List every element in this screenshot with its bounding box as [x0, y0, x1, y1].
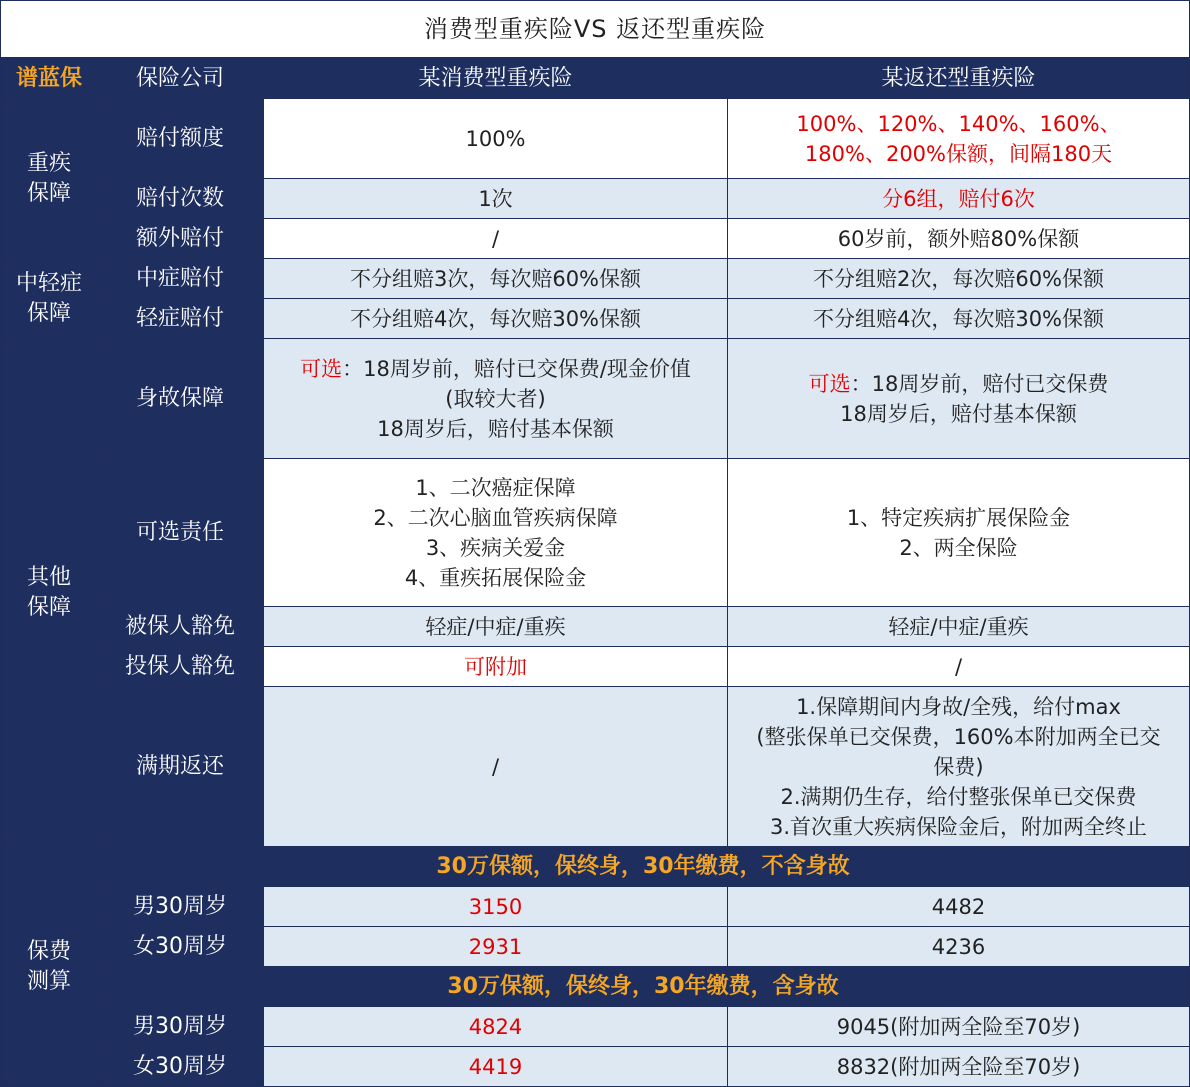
cell-line — [732, 369, 1185, 399]
cell-consumer: 4824 — [264, 1007, 728, 1047]
cell-line: 180%、200%保额，间隔180天 — [804, 141, 1113, 166]
table-row — [2, 967, 1190, 1007]
cell-return: 8832(附加两全险至70岁) — [728, 1047, 1190, 1087]
premium-section-title: 30万保额，保终身，30年缴费，含身故 — [97, 967, 1190, 1007]
cell-consumer — [264, 339, 728, 459]
cell-text: ：18周岁前，赔付已交保费 — [850, 371, 1109, 396]
row-label-female: 女30周岁 — [97, 1047, 264, 1087]
category-label: 其他 — [26, 564, 71, 590]
row-label-death: 身故保障 — [97, 339, 264, 459]
category-label: 保障 — [26, 300, 71, 326]
comparison-table — [1, 58, 1190, 1087]
table-row — [2, 1047, 1190, 1087]
cell-line: 2、两全保险 — [899, 535, 1018, 560]
page-title: 消费型重疾险VS 返还型重疾险 — [1, 1, 1189, 58]
cell-line: 3、疾病关爱金 — [425, 535, 566, 560]
row-label-holder-waiver: 投保人豁免 — [97, 647, 264, 687]
table-row — [2, 847, 1190, 887]
row-label-male: 男30周岁 — [97, 887, 264, 927]
cell-line: 3.首次重大疾病保险金后，附加两全终止 — [769, 814, 1148, 839]
cell-line: 100%、120%、140%、160%、 — [796, 111, 1121, 136]
header-company-label: 保险公司 — [97, 59, 264, 99]
brand-logo: 谱蓝保 — [2, 59, 97, 99]
cell-return: 9045(附加两全险至70岁) — [728, 1007, 1190, 1047]
category-label: 保障 — [26, 180, 71, 206]
table-row — [2, 299, 1190, 339]
header-return-product: 某返还型重疾险 — [728, 59, 1190, 99]
cell-return — [728, 687, 1190, 847]
category-mild — [2, 259, 97, 339]
cell-return: 不分组赔4次，每次赔30%保额 — [728, 299, 1190, 339]
cell-return — [728, 459, 1190, 607]
table-row — [2, 219, 1190, 259]
cell-line: 2.满期仍生存，给付整张保单已交保费 — [780, 784, 1137, 809]
header-row — [2, 59, 1190, 99]
cell-consumer: 1次 — [264, 179, 728, 219]
cell-consumer: 100% — [264, 99, 728, 179]
category-label: 中轻症 — [15, 270, 82, 296]
row-label-female: 女30周岁 — [97, 927, 264, 967]
table-row — [2, 607, 1190, 647]
cell-line: 1、二次癌症保障 — [415, 475, 576, 500]
row-label-optional: 可选责任 — [97, 459, 264, 607]
table-row — [2, 99, 1190, 179]
cell-return: 4236 — [728, 927, 1190, 967]
cell-line: 保费) — [933, 754, 984, 779]
cell-return: 轻症/中症/重疾 — [728, 607, 1190, 647]
row-label-mild: 轻症赔付 — [97, 299, 264, 339]
table-row — [2, 459, 1190, 607]
cell-line: 1、特定疾病扩展保险金 — [846, 505, 1071, 530]
cell-line: (取较大者) — [445, 386, 546, 411]
row-label-insured-waiver: 被保人豁免 — [97, 607, 264, 647]
row-label-maturity: 满期返还 — [97, 687, 264, 847]
cell-text: ：18周岁前，赔付已交保费/现金价值 — [342, 356, 691, 381]
cell-return: 4482 — [728, 887, 1190, 927]
row-label-moderate: 中症赔付 — [97, 259, 264, 299]
table-row — [2, 647, 1190, 687]
row-label-payout-times: 赔付次数 — [97, 179, 264, 219]
cell-return: 不分组赔2次，每次赔60%保额 — [728, 259, 1190, 299]
optional-tag: 可选 — [300, 356, 343, 381]
cell-consumer: 2931 — [264, 927, 728, 967]
cell-return: 分6组，赔付6次 — [728, 179, 1190, 219]
cell-line: 18周岁后，赔付基本保额 — [840, 401, 1077, 426]
cell-return: / — [728, 647, 1190, 687]
category-critical — [2, 99, 97, 259]
cell-return: 60岁前，额外赔80%保额 — [728, 219, 1190, 259]
cell-line: 1.保障期间内身故/全残，给付max — [796, 694, 1121, 719]
premium-section-title: 30万保额，保终身，30年缴费，不含身故 — [97, 847, 1190, 887]
cell-consumer — [264, 459, 728, 607]
category-other — [2, 339, 97, 847]
category-premium — [2, 847, 97, 1087]
row-label-extra-payout: 额外赔付 — [97, 219, 264, 259]
cell-line: 2、二次心脑血管疾病保障 — [373, 505, 618, 530]
cell-consumer: 可附加 — [264, 647, 728, 687]
table-row — [2, 687, 1190, 847]
cell-consumer: 不分组赔4次，每次赔30%保额 — [264, 299, 728, 339]
cell-consumer: 不分组赔3次，每次赔60%保额 — [264, 259, 728, 299]
table-row — [2, 1007, 1190, 1047]
category-label: 重疾 — [26, 150, 71, 176]
header-consumer-product: 某消费型重疾险 — [264, 59, 728, 99]
cell-return — [728, 99, 1190, 179]
cell-consumer: / — [264, 219, 728, 259]
cell-line: 4、重疾拓展保险金 — [404, 565, 587, 590]
table-row — [2, 259, 1190, 299]
category-label: 保障 — [26, 594, 71, 620]
cell-consumer: 4419 — [264, 1047, 728, 1087]
table-row — [2, 179, 1190, 219]
table-row — [2, 339, 1190, 459]
row-label-payout-amount: 赔付额度 — [97, 99, 264, 179]
row-label-male: 男30周岁 — [97, 1007, 264, 1047]
category-label: 保费 — [26, 938, 71, 964]
cell-line — [268, 354, 723, 384]
table-row — [2, 927, 1190, 967]
cell-line: (整张保单已交保费，160%本附加两全已交 — [756, 724, 1161, 749]
cell-return — [728, 339, 1190, 459]
cell-line: 18周岁后，赔付基本保额 — [377, 416, 614, 441]
cell-consumer: 3150 — [264, 887, 728, 927]
optional-tag: 可选 — [808, 371, 851, 396]
category-label: 测算 — [26, 968, 71, 994]
table-row — [2, 887, 1190, 927]
cell-consumer: 轻症/中症/重疾 — [264, 607, 728, 647]
cell-consumer: / — [264, 687, 728, 847]
